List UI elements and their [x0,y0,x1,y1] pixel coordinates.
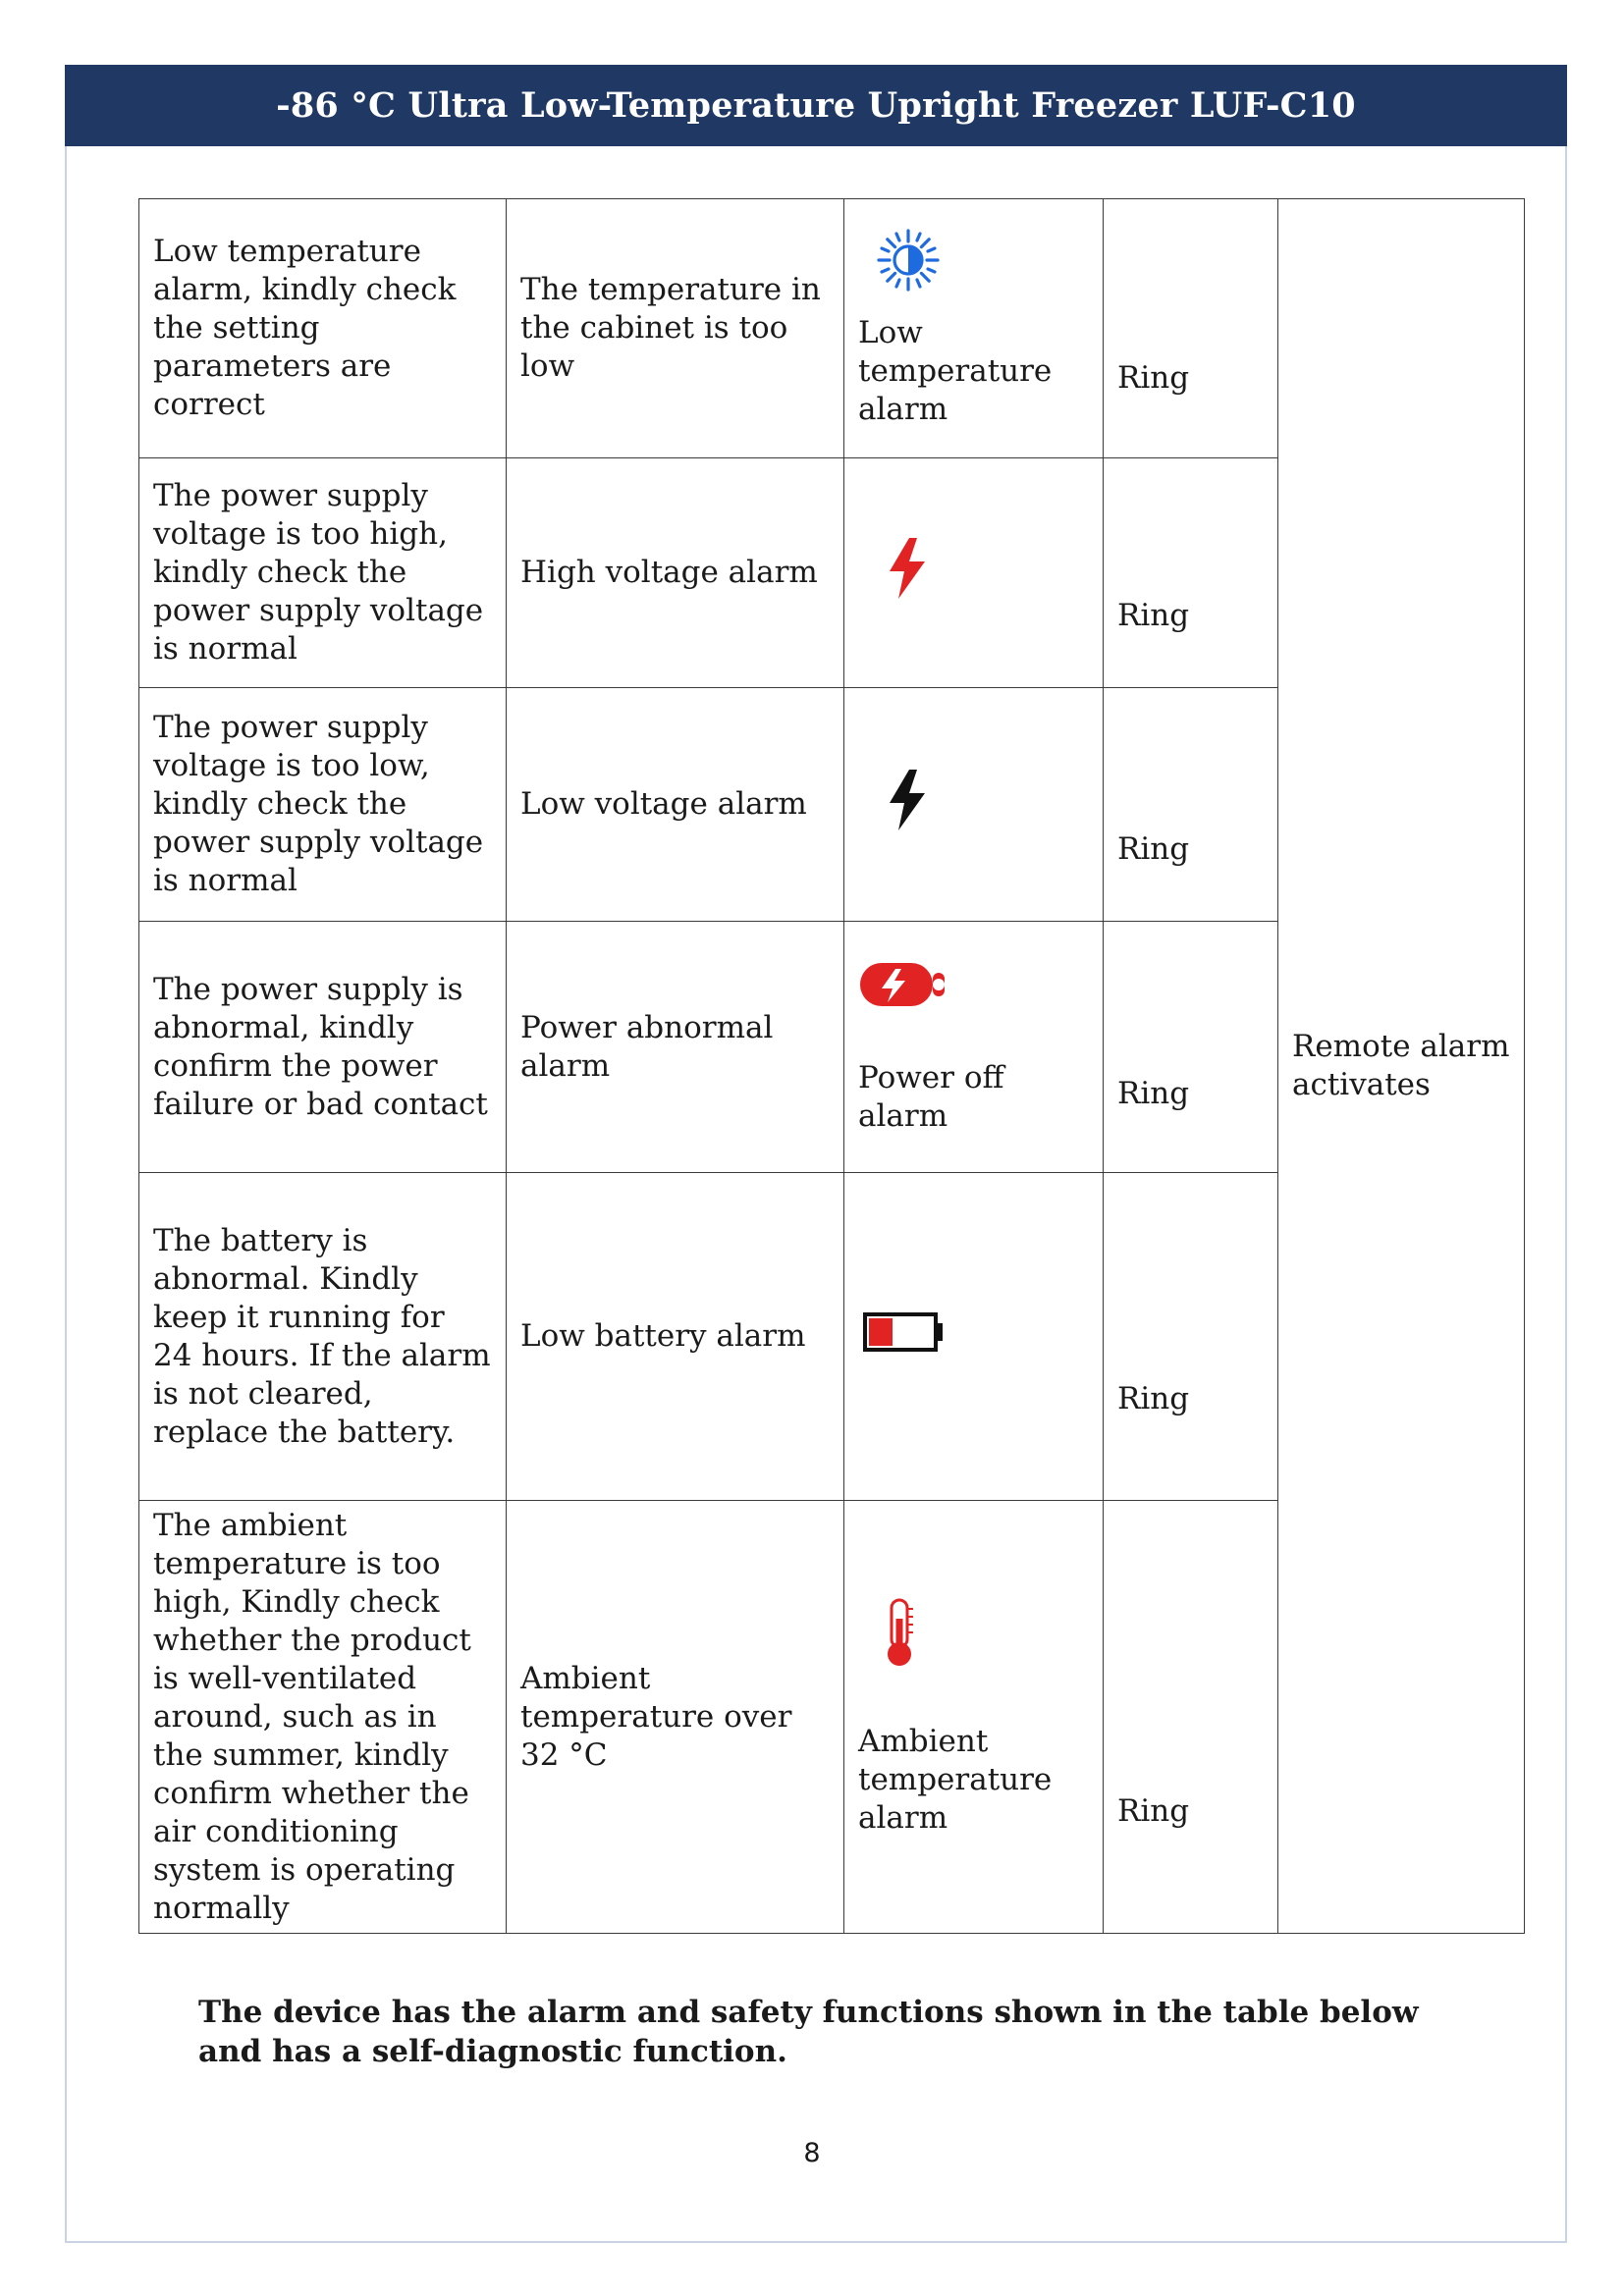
sun-snowflake-icon [876,228,941,302]
indicator-cell [844,688,1104,922]
power-off-battery-icon [858,959,948,1020]
cause-cell: The power supply voltage is too high, kindly check the power supply voltage is normal [139,458,507,688]
page-title: -86 °C Ultra Low-Temperature Upright Freezer LUF-C10 [276,85,1356,126]
condition-cell: Power abnormal alarm [507,922,844,1173]
indicator-label: Ambient temperature alarm [858,1723,1053,1836]
condition-cell: The temperature in the cabinet is too low [507,199,844,458]
indicator-cell [844,199,1104,458]
thermometer-icon [880,1597,919,1680]
buzzer-cell: Ring [1104,922,1278,1173]
cause-cell: The power supply voltage is too low, kindly check the power supply voltage is normal [139,688,507,922]
indicator-cell [844,458,1104,688]
black-lightning-icon [886,768,1089,842]
condition-cell: High voltage alarm [507,458,844,688]
low-battery-icon [862,1310,1089,1363]
cause-cell: The ambient temperature is too high, Kindly check whether the product is well-ventilated around, such as in the summer, kindly confirm whether the air conditioning system is operating normally [139,1501,507,1934]
remote-alarm-cell: Remote alarm activates [1278,199,1525,1934]
alarm-table [138,198,1525,1934]
buzzer-cell: Ring [1104,688,1278,922]
condition-cell: Ambient temperature over 32 °C [507,1501,844,1934]
indicator-cell [844,1173,1104,1501]
header-bar [65,65,1567,146]
buzzer-cell: Ring [1104,458,1278,688]
table-row [139,199,1525,458]
cause-cell: The power supply is abnormal, kindly confirm the power failure or bad contact [139,922,507,1173]
cause-cell: The battery is abnormal. Kindly keep it running for 24 hours. If the alarm is not cleared, replace the battery. [139,1173,507,1501]
condition-cell: Low battery alarm [507,1173,844,1501]
cause-cell: Low temperature alarm, kindly check the setting parameters are correct [139,199,507,458]
buzzer-cell: Ring [1104,1173,1278,1501]
page-number: 8 [803,2138,821,2168]
condition-cell: Low voltage alarm [507,688,844,922]
red-lightning-icon [886,536,1089,611]
buzzer-cell: Ring [1104,1501,1278,1934]
indicator-cell [844,1501,1104,1934]
indicator-cell [844,922,1104,1173]
buzzer-cell: Ring [1104,199,1278,458]
safety-note: The device has the alarm and safety functions shown in the table below and has a self-diagnostic function. [198,1995,1419,2069]
indicator-label: Low temperature alarm [858,315,1053,427]
indicator-label: Power off alarm [858,1059,1004,1134]
